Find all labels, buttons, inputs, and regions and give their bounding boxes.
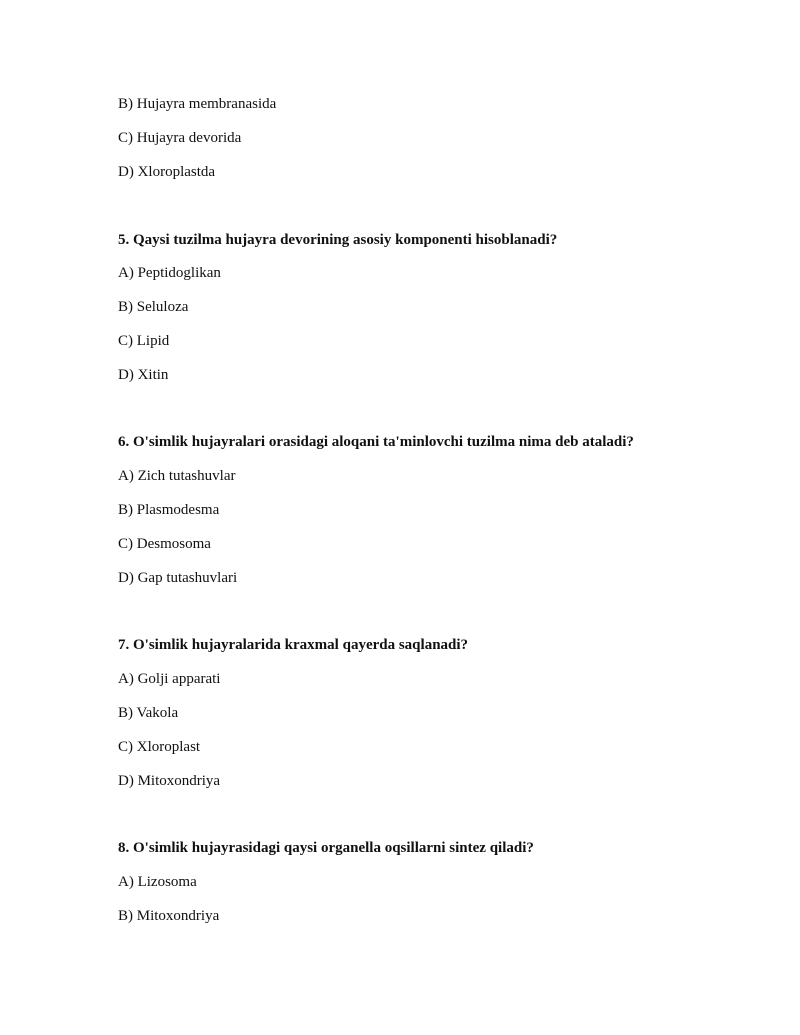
question-5: 5. Qaysi tuzilma hujayra devorining asosiy komponenti hisoblanadi?: [118, 232, 558, 248]
question-7: 7. O'simlik hujayralarida kraxmal qayerda saqlanadi?: [118, 637, 469, 653]
answer-option: D) Xitin: [118, 367, 169, 383]
answer-option: D) Mitoxondriya: [118, 773, 221, 789]
answer-option: B) Plasmodesma: [118, 502, 220, 518]
answer-option: A) Golji apparati: [118, 671, 221, 687]
question-6: 6. O'simlik hujayralari orasidagi aloqani ta'minlovchi tuzilma nima deb ataladi?: [118, 434, 634, 450]
answer-option: A) Zich tutashuvlar: [118, 468, 236, 484]
answer-option: B) Seluloza: [118, 299, 189, 315]
answer-option: B) Vakola: [118, 705, 179, 721]
answer-option: D) Xloroplastda: [118, 164, 216, 180]
answer-option: A) Peptidoglikan: [118, 265, 221, 281]
answer-option: C) Hujayra devorida: [118, 130, 242, 146]
answer-option: C) Xloroplast: [118, 739, 201, 755]
answer-option: A) Lizosoma: [118, 874, 197, 890]
answer-option: D) Gap tutashuvlari: [118, 570, 238, 586]
answer-option: C) Desmosoma: [118, 536, 211, 552]
answer-option: B) Mitoxondriya: [118, 908, 220, 924]
question-8: 8. O'simlik hujayrasidagi qaysi organella oqsillarni sintez qiladi?: [118, 840, 534, 856]
answer-option: B) Hujayra membranasida: [118, 96, 277, 112]
answer-option: C) Lipid: [118, 333, 170, 349]
